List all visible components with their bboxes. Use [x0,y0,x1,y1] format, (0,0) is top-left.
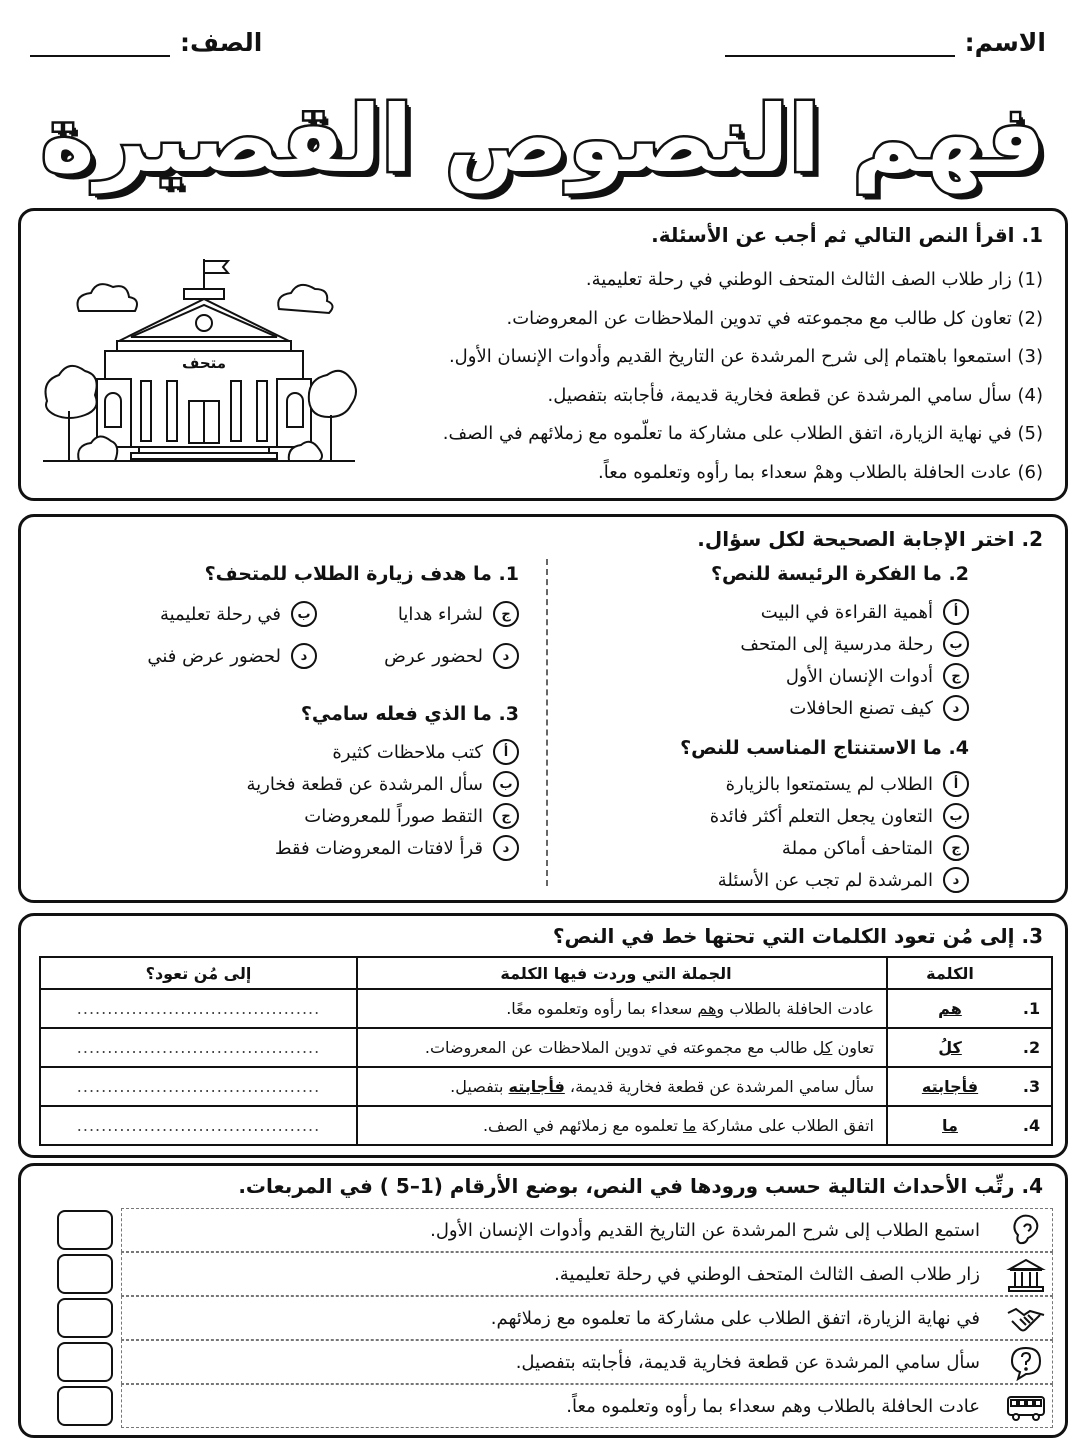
name-label: الاسم: [964,28,1046,57]
museum-sign-label: متحف [181,354,227,372]
q1-option-d[interactable] [384,643,519,669]
option-letter: أ [943,771,969,797]
q4-option-b[interactable] [710,803,969,829]
option-letter: ج [493,803,519,829]
question-3-title: 3. ما الذي فعله سامي؟ [300,703,519,725]
option-text: التقط صوراً للمعروضات [304,805,483,827]
event-text: زار طلاب الصف الثالث المتحف الوطني في رحلة تعليمية. [554,1263,980,1285]
question-2-title: 2. ما الفكرة الرئيسة للنص؟ [710,563,969,585]
order-box[interactable] [57,1298,113,1338]
row-num: 4. [1012,1106,1052,1145]
q3-option-d[interactable] [275,835,519,861]
class-label: الصف: [180,28,263,57]
row-sentence [357,1028,887,1067]
answer-blank[interactable]: ........................................ [40,989,357,1028]
q2-option-d[interactable] [789,695,969,721]
row-word [887,1028,1012,1067]
order-box[interactable] [57,1386,113,1426]
event-row [121,1340,1053,1384]
order-box[interactable] [57,1342,113,1382]
passage-line: (3) استمعوا باهتمام إلى شرح المرشدة عن التاريخ القديم وأدوات الإنسان الأول. [448,346,1043,367]
sentence-after: طالب مع مجموعته في تدوين الملاحظات عن المعروضات. [424,1038,813,1057]
q4-option-a[interactable] [726,771,969,797]
option-text: لشراء هدايا [397,603,483,625]
table-row [40,1067,1052,1106]
option-letter: ج [493,601,519,627]
underlined-word: كلُ [938,1038,962,1057]
sentence-before: تعاون [832,1038,874,1057]
row-num: 2. [1012,1028,1052,1067]
option-text: قرأ لافتات المعروضات فقط [274,837,483,859]
passage [343,261,1043,492]
order-box[interactable] [57,1254,113,1294]
table-row [40,1028,1052,1067]
name-field [725,28,1046,57]
section4-title: 4. رتِّب الأحداث التالية حسب ورودها في النص، بوضع الأرقام (1–5 ) في المربعات. [238,1174,1043,1198]
name-blank[interactable] [725,29,955,57]
q3-option-b[interactable] [246,771,519,797]
underlined-word: ما [942,1116,958,1135]
q2-option-b[interactable] [740,631,969,657]
option-text: المتاحف أماكن مملة [781,837,933,859]
option-letter: د [291,643,317,669]
museum-icon [1006,1257,1046,1293]
option-letter: ب [943,803,969,829]
column-divider [546,559,548,886]
sentence-after: بتفصيل. [450,1077,509,1096]
option-text: أدوات الإنسان الأول [785,665,933,687]
row-sentence [357,1067,887,1106]
option-letter: ب [493,771,519,797]
sentence-key: كل [812,1038,833,1057]
q1-option-b[interactable] [160,601,317,627]
q4-option-d[interactable] [718,867,969,893]
event-text: استمع الطلاب إلى شرح المرشدة عن التاريخ القديم وأدوات الإنسان الأول. [430,1219,980,1241]
option-text: سأل المرشدة عن قطعة فخارية [246,773,483,795]
q4-option-c[interactable] [782,835,969,861]
passage-line: (1) زار طلاب الصف الثالث المتحف الوطني في رحلة تعليمية. [585,269,1043,290]
reference-table [39,956,1053,1146]
q3-option-a[interactable] [332,739,519,765]
page-title: فهم النصوص القصيرة [40,86,1046,193]
header-refers: إلى مُن تعود؟ [40,957,357,989]
row-num: 3. [1012,1067,1052,1106]
option-text: لحضور عرض [384,645,483,667]
order-box[interactable] [57,1210,113,1250]
sentence-before: اتفق الطلاب على مشاركة [696,1116,874,1135]
event-row [121,1252,1053,1296]
header-num [1012,957,1052,989]
sentence-before: عادت الحافلة بالطلاب و [716,999,874,1018]
option-text: الطلاب لم يستمتعوا بالزيارة [725,773,933,795]
sentence-after: تعلموه مع زملائهم في الصف. [482,1116,683,1135]
passage-line: (6) عادت الحافلة بالطلاب وهمْ سعداء بما رأوه وتعلموه معاً. [598,461,1043,483]
q2-option-c[interactable] [786,663,969,689]
section1-title: 1. اقرأ النص التالي ثم أجب عن الأسئلة. [651,223,1043,247]
row-num: 1. [1012,989,1052,1028]
option-letter: ب [291,601,317,627]
q3-option-c[interactable] [304,803,519,829]
class-field [30,28,262,57]
option-letter: ج [943,663,969,689]
ear-icon [1006,1213,1046,1249]
event-text: سأل سامي المرشدة عن قطعة فخارية قديمة، فأجابته بتفصيل. [515,1351,980,1373]
option-text: كيف تصنع الحافلات [789,697,933,719]
sentence-before: سأل سامي المرشدة عن قطعة فخارية قديمة، [564,1077,874,1096]
section3-title: 3. إلى مُن تعود الكلمات التي تحتها خط في النص؟ [552,924,1043,948]
option-text: في رحلة تعليمية [159,603,281,625]
option-text: التعاون يجعل التعلم أكثر فائدة [709,805,933,827]
row-word [887,1106,1012,1145]
bus-icon [1006,1389,1046,1425]
row-word [887,989,1012,1028]
header [30,28,1046,68]
table-row [40,1106,1052,1145]
option-letter: ب [943,631,969,657]
handshake-icon [1006,1301,1046,1337]
question-1-title: 1. ما هدف زيارة الطلاب للمتحف؟ [204,563,519,585]
event-text: عادت الحافلة بالطلاب وهم سعداء بما رأوه وتعلموه معاً. [566,1395,980,1417]
option-letter: أ [493,739,519,765]
section-reading-passage [18,208,1068,501]
underlined-word: فأجابته [921,1077,979,1096]
sentence-after: سعداء بما رأوه وتعلموه معًا. [506,999,698,1018]
option-text: المرشدة لم تجب عن الأسئلة [717,869,933,891]
row-sentence [357,989,887,1028]
section-multiple-choice [18,514,1068,903]
section-reference-table [18,913,1068,1158]
option-letter: د [493,835,519,861]
option-text: رحلة مدرسية إلى المتحف [740,633,933,655]
row-sentence [357,1106,887,1145]
header-sentence: الجملة التي وردت فيها الكلمة [357,957,887,989]
sentence-key: فأجابته [508,1077,565,1096]
row-word [887,1067,1012,1106]
event-text: في نهاية الزيارة، اتفق الطلاب على مشاركة ما تعلموه مع زملائهم. [490,1307,980,1329]
option-letter: أ [943,599,969,625]
answer-blank[interactable]: ........................................ [40,1067,357,1106]
section2-title: 2. اختر الإجابة الصحيحة لكل سؤال. [697,527,1043,551]
option-text: أهمية القراءة في البيت [760,601,933,623]
event-row [121,1296,1053,1340]
passage-line: (2) تعاون كل طالب مع مجموعته في تدوين الملاحظات عن المعروضات. [506,307,1043,329]
question-4-title: 4. ما الاستنتاج المناسب للنص؟ [680,737,969,759]
option-letter: ج [943,835,969,861]
event-row [121,1384,1053,1428]
option-letter: د [943,695,969,721]
section-ordering-events [18,1163,1068,1438]
sentence-key: هم [697,999,717,1018]
table-row [40,989,1052,1028]
event-row [121,1208,1053,1252]
passage-line: (5) في نهاية الزيارة، اتفق الطلاب على مشاركة ما تعلّموه مع زملائهم في الصف. [442,423,1043,444]
title-banner [20,80,1066,200]
underlined-word: هم [938,999,962,1018]
option-text: كتب ملاحظات كثيرة [332,741,483,763]
option-letter: د [943,867,969,893]
passage-line: (4) سأل سامي المرشدة عن قطعة فخارية قديمة، فأجابته بتفصيل. [547,384,1043,406]
option-text: لحضور عرض فني [147,645,281,667]
question-icon [1006,1345,1046,1381]
class-blank[interactable] [30,29,170,57]
header-word: الكلمة [887,957,1012,989]
sentence-key: ما [682,1116,697,1135]
option-letter: د [493,643,519,669]
q1-option-d-alt[interactable] [147,643,317,669]
answer-blank[interactable]: ........................................ [40,1106,357,1145]
q2-option-a[interactable] [761,599,969,625]
answer-blank[interactable]: ........................................ [40,1028,357,1067]
q1-option-c[interactable] [398,601,519,627]
